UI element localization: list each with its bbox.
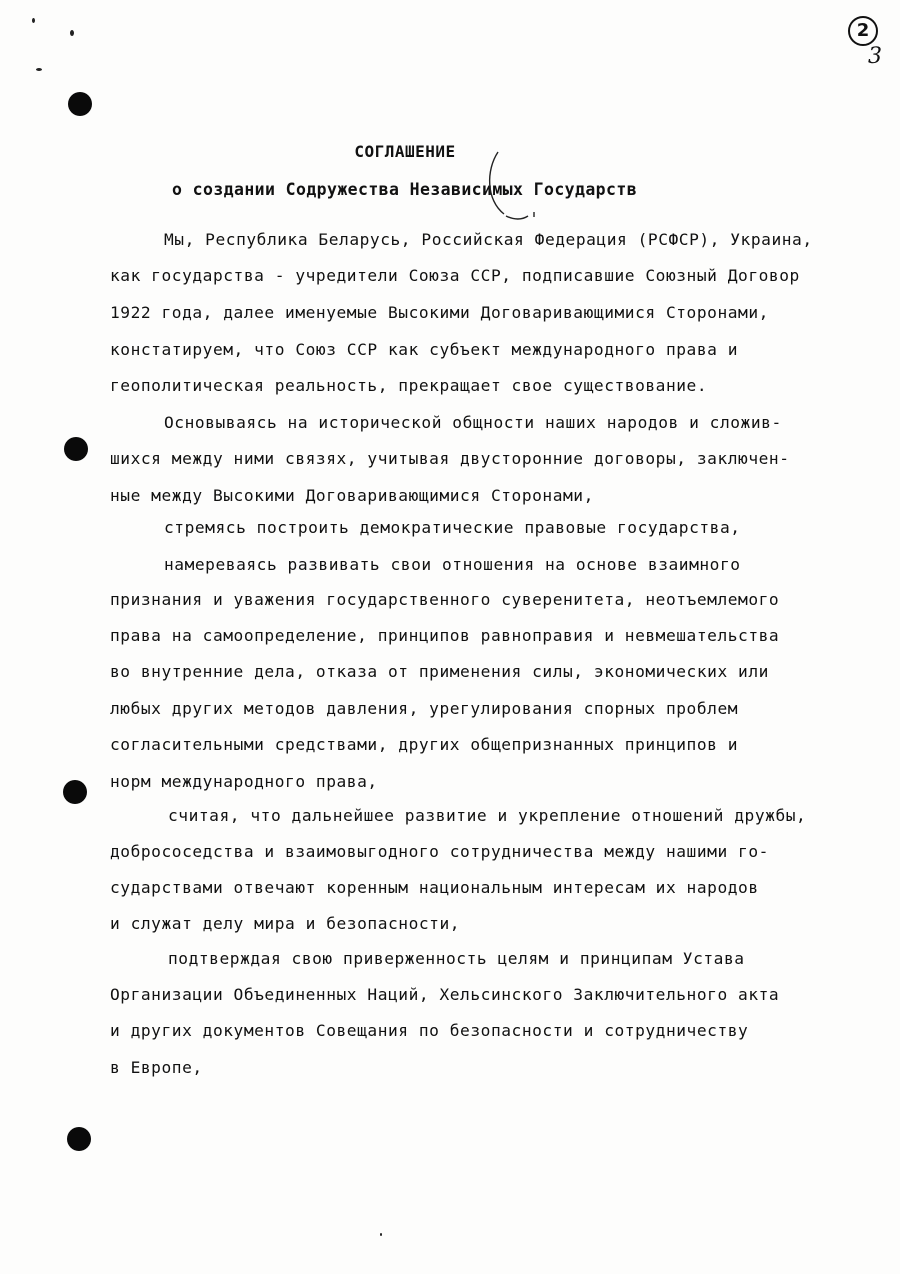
body-line: Основываясь на исторической общности наших народов и сложив- [164,413,782,432]
punch-hole-1 [68,92,92,116]
body-line: считая, что дальнейшее развитие и укрепление отношений дружбы, [168,806,807,825]
body-line: любых других методов давления, урегулирования спорных проблем [110,699,739,718]
body-line: геополитическая реальность, прекращает свое существование. [110,376,708,395]
scan-speck [32,18,35,23]
body-line: и служат делу мира и безопасности, [110,914,461,933]
circled-page-number: 2 [848,16,878,46]
scan-speck [36,68,42,71]
body-line: Мы, Республика Беларусь, Российская Федерация (РСФСР), Украина, [164,230,813,249]
punch-hole-2 [64,437,88,461]
body-line: как государства - учредители Союза ССР, подписавшие Союзный Договор [110,266,800,285]
punch-hole-3 [63,780,87,804]
body-line: ные между Высокими Договаривающимися Сторонами, [110,486,594,505]
page-number: 3 [868,44,882,69]
body-line: в Европе, [110,1058,203,1077]
body-line: сударствами отвечают коренным национальным интересам их народов [110,878,759,897]
body-line: подтверждая свою приверженность целям и принципам Устава [168,949,745,968]
body-line: шихся между ними связях, учитывая двусторонние договоры, заключен- [110,449,790,468]
body-line: согласительными средствами, других общепризнанных принципов и [110,735,739,754]
body-line: признания и уважения государственного суверенитета, неотъемлемого [110,590,780,609]
body-line: Организации Объединенных Наций, Хельсинского Заключительного акта [110,985,780,1004]
scan-speck [70,30,74,36]
body-line: добрососедства и взаимовыгодного сотрудничества между нашими го- [110,842,769,861]
body-line: во внутренние дела, отказа от применения силы, экономических или [110,662,769,681]
document-subtitle: о создании Содружества Независимых Государств [172,180,638,199]
body-line: намереваясь развивать свои отношения на основе взаимного [164,555,741,574]
document-title: СОГЛАШЕНИЕ [354,142,456,161]
punch-hole-4 [67,1127,91,1151]
body-line: стремясь построить демократические правовые государства, [164,518,741,537]
body-line: констатируем, что Союз ССР как субъект международного права и [110,340,739,359]
body-line: права на самоопределение, принципов равноправия и невмешательства [110,626,780,645]
body-line: норм международного права, [110,772,378,791]
scan-speck [380,1233,382,1236]
body-line: 1922 года, далее именуемые Высокими Договаривающимися Сторонами, [110,303,769,322]
pen-mark [484,150,544,225]
body-line: и других документов Совещания по безопасности и сотрудничеству [110,1021,749,1040]
